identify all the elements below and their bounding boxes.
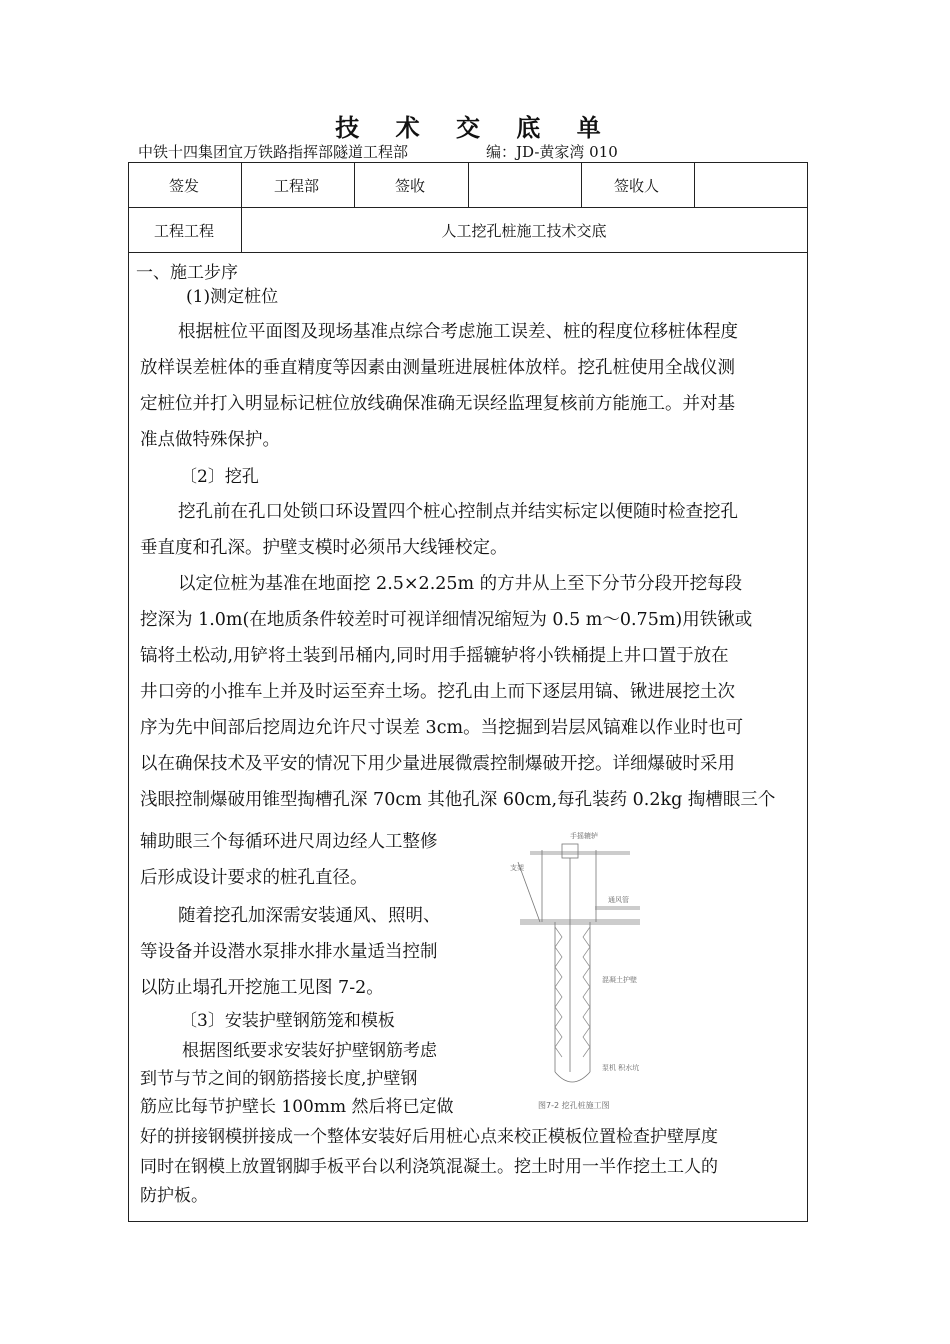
- row-divider: [129, 207, 807, 208]
- paragraph-line: 序为先中间部后挖周边允许尺寸误差 3cm。当挖掘到岩层风镐难以作业时也可: [140, 718, 744, 738]
- row-divider: [129, 252, 807, 253]
- paragraph-line: 筋应比每节护壁长 100mm 然后将已定做: [140, 1097, 454, 1117]
- paragraph-line: 根据桩位平面图及现场基准点综合考虑施工误差、桩的程度位移桩体程度: [178, 322, 738, 342]
- cell-receive-label: 签收: [394, 177, 425, 195]
- paragraph-line: 挖深为 1.0m(在地质条件较差时可视详细情况缩短为 0.5 m～0.75m)用铁锹或: [140, 610, 753, 630]
- label-winch: 手摇辘轳: [570, 832, 598, 840]
- cell-receiver-label: 签收人: [613, 177, 659, 195]
- paragraph-line: 辅助眼三个每循环进尺周边经人工整修: [140, 832, 438, 852]
- doc-code: 编：JD-黄家湾 010: [486, 143, 618, 161]
- cell-project-value: 人工挖孔桩施工技术交底: [441, 222, 607, 240]
- paragraph-line: 挖孔前在孔口处锁口环设置四个桩心控制点并结实标定以便随时检查挖孔: [178, 502, 738, 522]
- step-heading: (1)测定桩位: [186, 287, 279, 307]
- section-heading: 一、施工步序: [136, 263, 238, 283]
- paragraph-line: 后形成设计要求的桩孔直径。: [140, 868, 368, 888]
- paragraph-line: 放样误差桩体的垂直精度等因素由测量班进展桩体放样。挖孔桩使用全战仪测: [140, 358, 735, 378]
- paragraph-line: 浅眼控制爆破用锥型掏槽孔深 70cm 其他孔深 60cm,每孔装药 0.2kg 掏槽眼三个: [140, 790, 776, 810]
- doc-title: 技 术 交 底 单: [335, 114, 615, 142]
- cell-issue-dept: 工程部: [273, 177, 319, 195]
- step-heading: 〔2〕挖孔: [180, 467, 259, 487]
- label-support: 支架: [510, 864, 524, 872]
- step-heading: 〔3〕安装护壁钢筋笼和模板: [180, 1011, 395, 1031]
- paragraph-line: 以定位桩为基准在地面挖 2.5×2.25m 的方井从上至下分节分段开挖每段: [178, 574, 743, 594]
- paragraph-line: 镐将土松动,用铲将土装到吊桶内,同时用手摇辘轳将小铁桶提上井口置于放在: [140, 646, 729, 666]
- paragraph-line: 等设备并设潜水泵排水排水量适当控制: [140, 942, 438, 962]
- paragraph-line: 根据图纸要求安装好护壁钢筋考虑: [182, 1041, 437, 1061]
- figure-caption: 图7-2 挖孔桩施工图: [538, 1101, 610, 1110]
- paragraph-line: 垂直度和孔深。护壁支模时必须吊大线锤校定。: [140, 538, 508, 558]
- label-wall: 混凝土护壁: [602, 976, 637, 984]
- paragraph-line: 以在确保技术及平安的情况下用少量进展微震控制爆破开挖。详细爆破时采用: [140, 754, 735, 774]
- paragraph-line: 好的拼接钢模拼接成一个整体安装好后用桩心点来校正模板位置检查护壁厚度: [140, 1127, 718, 1147]
- col-divider: [694, 163, 695, 207]
- paragraph-line: 定桩位并打入明显标记桩位放线确保准确无误经监理复核前方能施工。并对基: [140, 394, 735, 414]
- paragraph-line: 防护板。: [140, 1186, 208, 1206]
- paragraph-line: 到节与节之间的钢筋搭接长度,护壁钢: [140, 1069, 418, 1089]
- paragraph-line: 随着挖孔加深需安装通风、照明、: [178, 906, 441, 926]
- col-divider: [468, 163, 469, 207]
- label-vent: 通风管: [608, 896, 629, 904]
- paragraph-line: 准点做特殊保护。: [140, 430, 280, 450]
- paragraph-line: 井口旁的小推车上并及时运至弃土场。挖孔由上而下逐层用镐、锹进展挖土次: [140, 682, 735, 702]
- label-pump: 泵机 积水坑: [602, 1064, 640, 1072]
- org-name: 中铁十四集团宜万铁路指挥部隧道工程部: [138, 143, 409, 161]
- cell-issue-label: 签发: [168, 177, 199, 195]
- cell-project-label: 工程工程: [153, 222, 214, 240]
- pile-excavation-figure: [500, 822, 660, 1122]
- paragraph-line: 同时在钢模上放置钢脚手板平台以利浇筑混凝土。挖土时用一半作挖土工人的: [140, 1157, 718, 1177]
- paragraph-line: 以防止塌孔开挖施工见图 7-2。: [140, 978, 384, 998]
